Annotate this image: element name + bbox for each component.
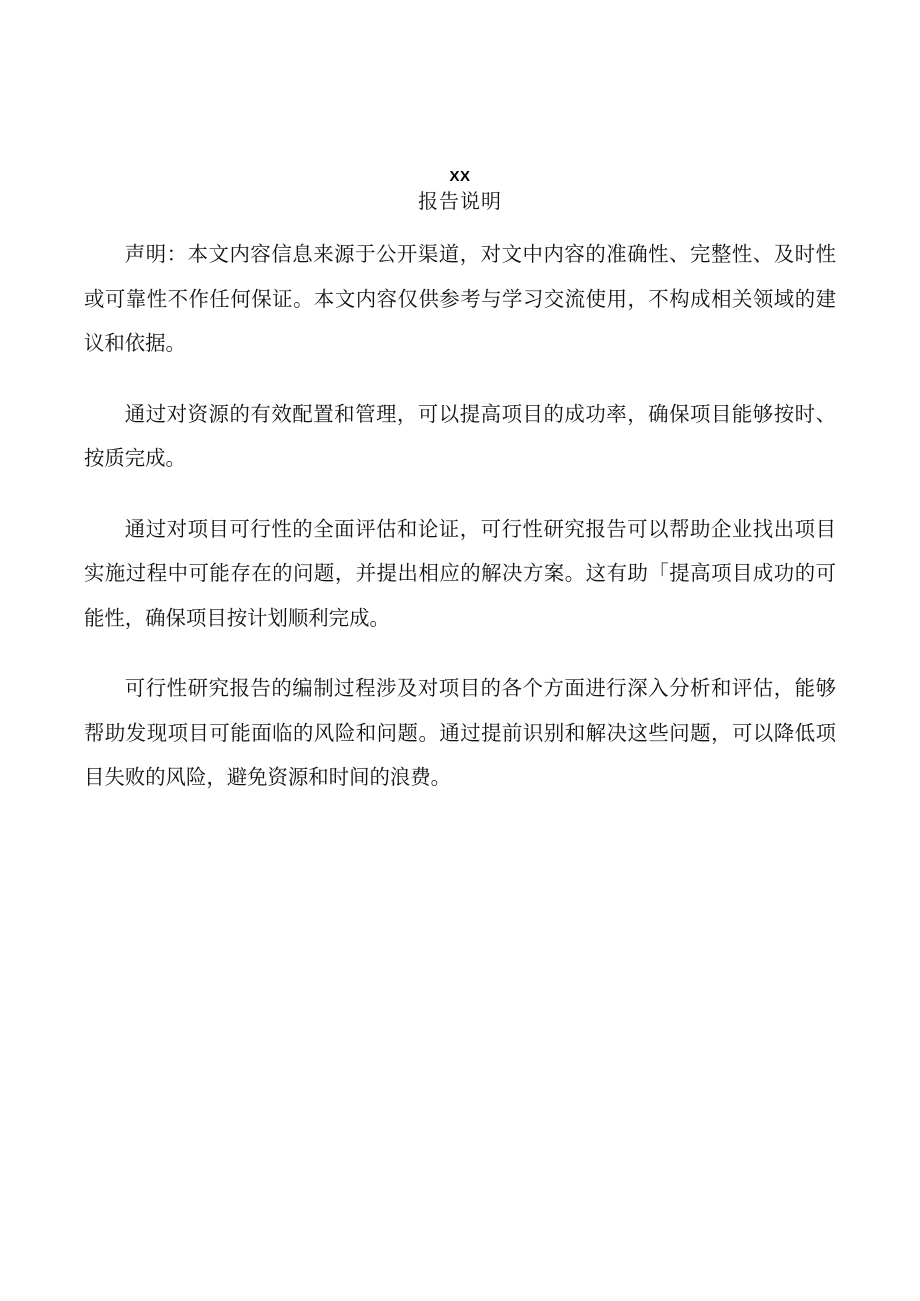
paragraph-risk-analysis: 可行性研究报告的编制过程涉及对项目的各个方面进行深入分析和评估，能够帮助发现项目可能面临的风险和问题。通过提前识别和解决这些问题，可以降低项目失败的风险，避免资源和时间的浪费。 [84, 676, 836, 789]
document-title: 报告说明 [418, 189, 502, 213]
paragraph-resource-management: 通过对资源的有效配置和管理，可以提高项目的成功率，确保项目能够按时、按质完成。 [84, 401, 836, 470]
paragraph-disclaimer: 声明：本文内容信息来源于公开渠道，对文中内容的准确性、完整性、及时性或可靠性不作任何保证。本文内容仅供参考与学习交流使用，不构成相关领域的建议和依据。 [84, 242, 836, 355]
document-body [84, 232, 836, 826]
document-header [0, 168, 920, 214]
paragraph-feasibility-assessment: 通过对项目可行性的全面评估和论证，可行性研究报告可以帮助企业找出项目实施过程中可能存在的问题，并提出相应的解决方案。这有助「提高项目成功的可能性，确保项目按计划顺利完成。 [84, 516, 836, 630]
document-code: XX [449, 168, 471, 185]
